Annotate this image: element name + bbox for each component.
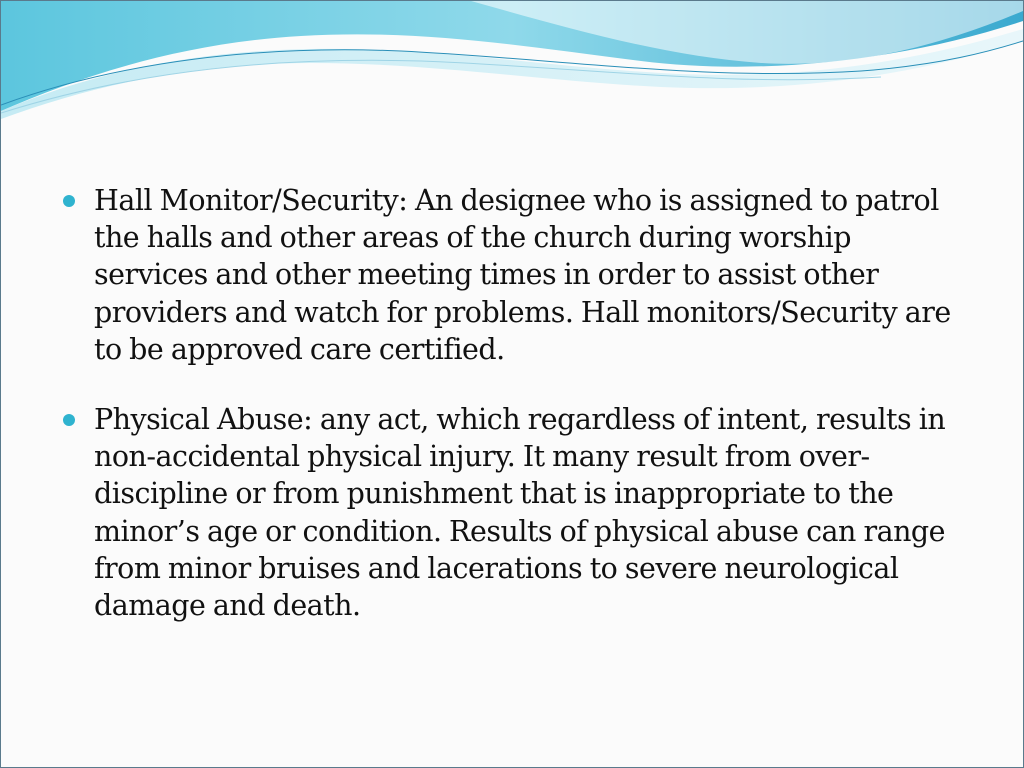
bullet-item-physical-abuse [59, 401, 959, 624]
bullet-text: Hall Monitor/Security: An designee who is assigned to patrol the halls and other areas of the church during worship services and other meeting times in order to assist other providers and watch for problems. Hall monitors/Security are to be approved care certified. [94, 184, 951, 366]
bullet-list [59, 182, 959, 624]
wave-header-decoration [1, 1, 1023, 131]
bullet-item-hall-monitor [59, 182, 959, 368]
bullet-dot-icon [63, 414, 75, 426]
bullet-text: Physical Abuse: any act, which regardless of intent, results in non-accidental physical injury. It many result from over-discipline or from punishment that is inappropriate to the minor’s age or condition. Results of physical abuse can range from minor bruises and lacerations to severe neurological damage and death. [94, 403, 946, 623]
bullet-dot-icon [63, 195, 75, 207]
